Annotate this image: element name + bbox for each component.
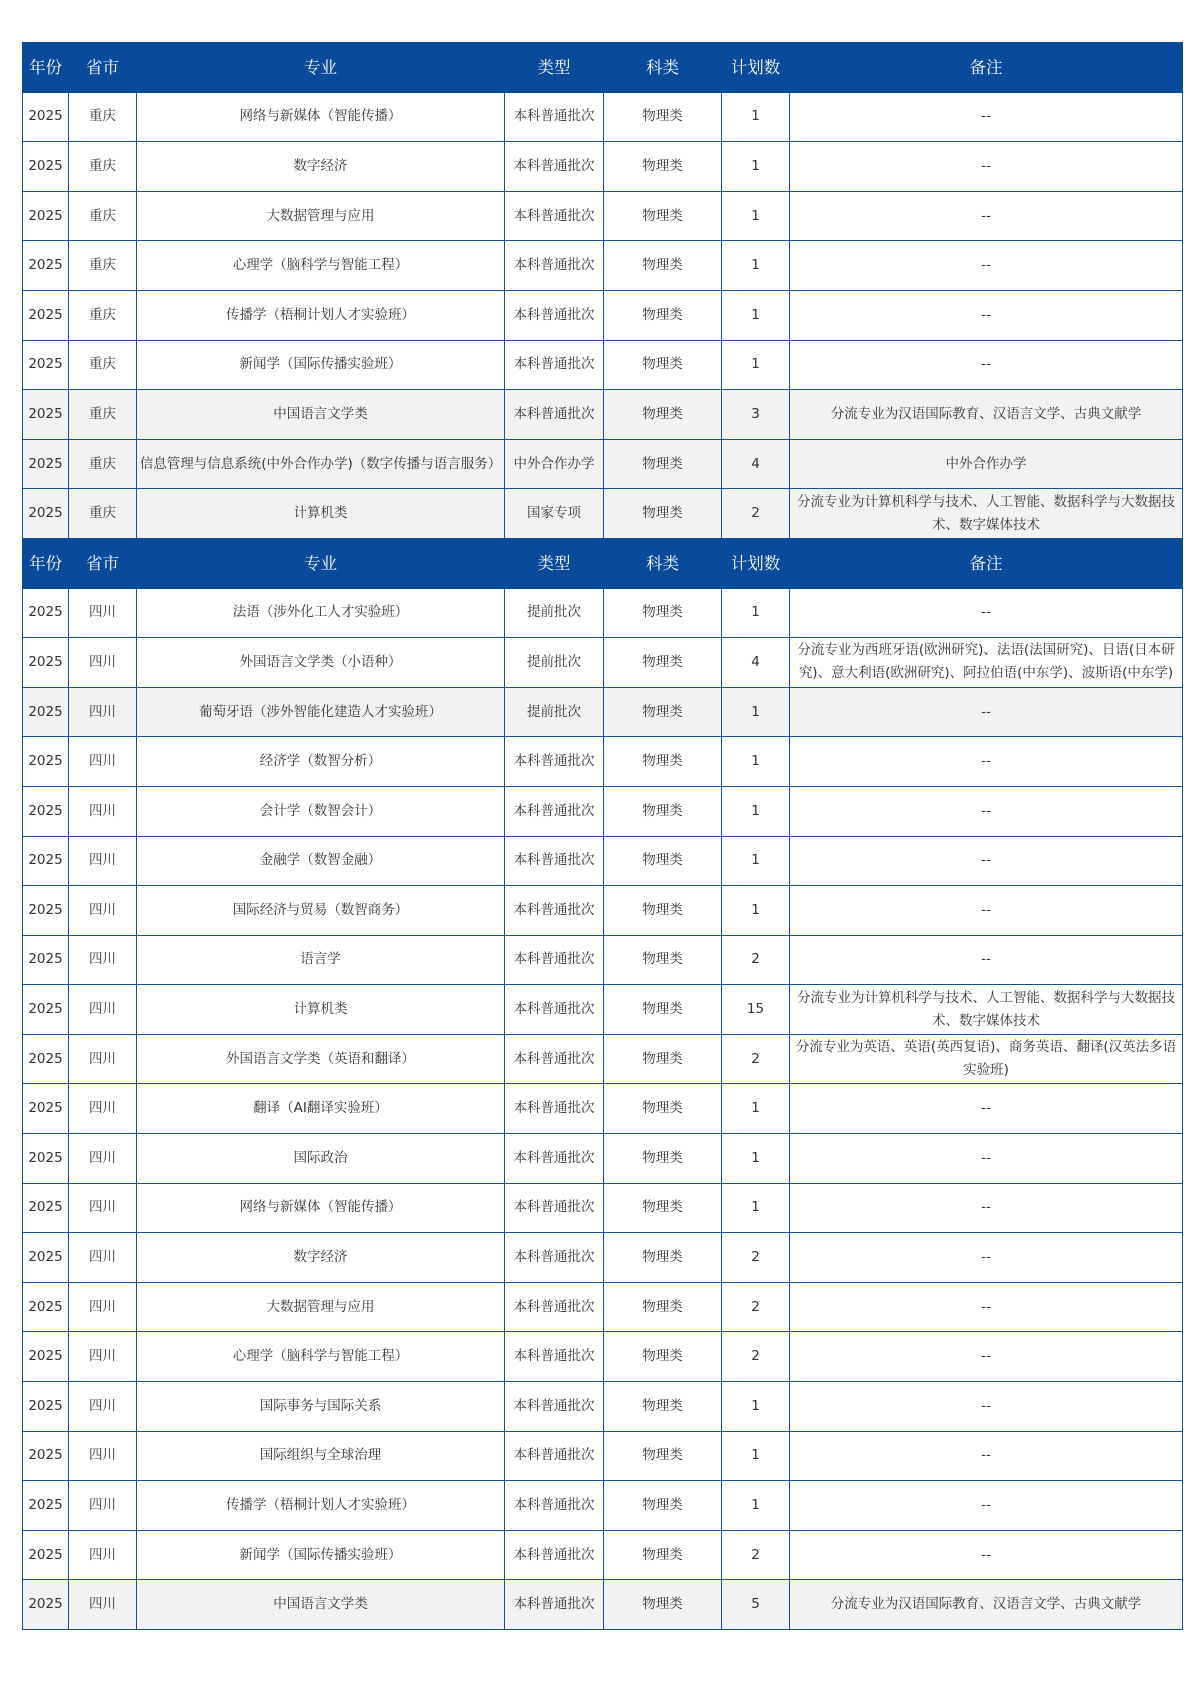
batch-cell: 本科普通批次 [505, 1134, 604, 1184]
major-cell: 法语（涉外化工人才实验班） [137, 588, 505, 638]
subject-category-cell: 物理类 [604, 439, 722, 489]
remark-cell: -- [790, 886, 1183, 936]
table-row [23, 786, 1183, 836]
plan-count-cell: 3 [722, 390, 790, 440]
batch-cell: 本科普通批次 [505, 886, 604, 936]
subject-category-cell: 物理类 [604, 638, 722, 688]
header-cell-batch: 类型 [505, 538, 604, 588]
province-cell: 四川 [69, 886, 137, 936]
remark-cell: -- [790, 92, 1183, 142]
batch-cell: 本科普通批次 [505, 737, 604, 787]
plan-count-cell: 2 [722, 1282, 790, 1332]
province-cell: 四川 [69, 1134, 137, 1184]
plan-count-cell: 1 [722, 886, 790, 936]
province-cell: 重庆 [69, 142, 137, 192]
year-cell: 2025 [23, 1431, 69, 1481]
year-cell: 2025 [23, 786, 69, 836]
subject-category-cell: 物理类 [604, 1134, 722, 1184]
batch-cell: 国家专项 [505, 489, 604, 539]
batch-cell: 本科普通批次 [505, 1481, 604, 1531]
major-cell: 新闻学（国际传播实验班） [137, 1530, 505, 1580]
year-cell: 2025 [23, 1530, 69, 1580]
batch-cell: 本科普通批次 [505, 935, 604, 985]
year-cell: 2025 [23, 1183, 69, 1233]
batch-cell: 本科普通批次 [505, 340, 604, 390]
batch-cell: 本科普通批次 [505, 290, 604, 340]
remark-cell: -- [790, 1530, 1183, 1580]
batch-cell: 本科普通批次 [505, 1431, 604, 1481]
province-cell: 四川 [69, 1183, 137, 1233]
subject-category-cell: 物理类 [604, 1431, 722, 1481]
batch-cell: 本科普通批次 [505, 786, 604, 836]
major-cell: 大数据管理与应用 [137, 191, 505, 241]
year-cell: 2025 [23, 191, 69, 241]
table-row [23, 439, 1183, 489]
remark-cell: -- [790, 1431, 1183, 1481]
plan-count-cell: 1 [722, 737, 790, 787]
year-cell: 2025 [23, 390, 69, 440]
province-cell: 重庆 [69, 489, 137, 539]
subject-category-cell: 物理类 [604, 935, 722, 985]
province-cell: 重庆 [69, 290, 137, 340]
province-cell: 重庆 [69, 439, 137, 489]
province-cell: 四川 [69, 1084, 137, 1134]
subject-category-cell: 物理类 [604, 489, 722, 539]
batch-cell: 本科普通批次 [505, 1580, 604, 1630]
subject-category-cell: 物理类 [604, 1332, 722, 1382]
subject-category-cell: 物理类 [604, 588, 722, 638]
header-cell-province: 省市 [69, 538, 137, 588]
plan-count-cell: 2 [722, 1233, 790, 1283]
year-cell: 2025 [23, 1332, 69, 1382]
year-cell: 2025 [23, 836, 69, 886]
batch-cell: 本科普通批次 [505, 1034, 604, 1084]
major-cell: 外国语言文学类（英语和翻译） [137, 1034, 505, 1084]
subject-category-cell: 物理类 [604, 1282, 722, 1332]
enrollment-plan-table [22, 42, 1183, 1630]
table-row [23, 1084, 1183, 1134]
major-cell: 国际经济与贸易（数智商务） [137, 886, 505, 936]
remark-cell: -- [790, 1481, 1183, 1531]
subject-category-cell: 物理类 [604, 786, 722, 836]
subject-category-cell: 物理类 [604, 290, 722, 340]
batch-cell: 本科普通批次 [505, 1084, 604, 1134]
province-cell: 四川 [69, 1382, 137, 1432]
plan-count-cell: 1 [722, 836, 790, 886]
plan-count-cell: 1 [722, 1084, 790, 1134]
subject-category-cell: 物理类 [604, 142, 722, 192]
table-row [23, 340, 1183, 390]
batch-cell: 本科普通批次 [505, 1233, 604, 1283]
province-cell: 四川 [69, 638, 137, 688]
year-cell: 2025 [23, 1034, 69, 1084]
remark-cell: -- [790, 241, 1183, 291]
remark-cell: -- [790, 290, 1183, 340]
table-row [23, 886, 1183, 936]
remark-cell: -- [790, 1382, 1183, 1432]
province-cell: 四川 [69, 1530, 137, 1580]
subject-category-cell: 物理类 [604, 985, 722, 1035]
major-cell: 网络与新媒体（智能传播） [137, 1183, 505, 1233]
province-cell: 四川 [69, 588, 137, 638]
batch-cell: 本科普通批次 [505, 1332, 604, 1382]
remark-cell: -- [790, 191, 1183, 241]
batch-cell: 本科普通批次 [505, 1183, 604, 1233]
major-cell: 传播学（梧桐计划人才实验班） [137, 1481, 505, 1531]
province-cell: 四川 [69, 1282, 137, 1332]
year-cell: 2025 [23, 1580, 69, 1630]
subject-category-cell: 物理类 [604, 886, 722, 936]
batch-cell: 本科普通批次 [505, 1382, 604, 1432]
subject-category-cell: 物理类 [604, 92, 722, 142]
batch-cell: 本科普通批次 [505, 390, 604, 440]
province-cell: 四川 [69, 737, 137, 787]
subject-category-cell: 物理类 [604, 836, 722, 886]
remark-cell: -- [790, 1233, 1183, 1283]
table-row [23, 1183, 1183, 1233]
major-cell: 传播学（梧桐计划人才实验班） [137, 290, 505, 340]
year-cell: 2025 [23, 985, 69, 1035]
table-row [23, 1530, 1183, 1580]
subject-category-cell: 物理类 [604, 390, 722, 440]
year-cell: 2025 [23, 340, 69, 390]
year-cell: 2025 [23, 1084, 69, 1134]
table-row [23, 1431, 1183, 1481]
table-row [23, 1134, 1183, 1184]
remark-cell: 分流专业为汉语国际教育、汉语言文学、古典文献学 [790, 390, 1183, 440]
plan-count-cell: 1 [722, 92, 790, 142]
province-cell: 重庆 [69, 340, 137, 390]
major-cell: 心理学（脑科学与智能工程） [137, 1332, 505, 1382]
year-cell: 2025 [23, 1382, 69, 1432]
table-row [23, 1481, 1183, 1531]
remark-cell: 分流专业为英语、英语(英西复语)、商务英语、翻译(汉英法多语实验班) [790, 1034, 1183, 1084]
table-header-row [23, 538, 1183, 588]
batch-cell: 本科普通批次 [505, 142, 604, 192]
subject-category-cell: 物理类 [604, 241, 722, 291]
header-cell-remark: 备注 [790, 538, 1183, 588]
plan-count-cell: 2 [722, 1034, 790, 1084]
province-cell: 四川 [69, 836, 137, 886]
remark-cell: -- [790, 1282, 1183, 1332]
plan-count-cell: 1 [722, 687, 790, 737]
table-row [23, 92, 1183, 142]
header-cell-province: 省市 [69, 43, 137, 93]
table-row [23, 638, 1183, 688]
header-cell-batch: 类型 [505, 43, 604, 93]
batch-cell: 本科普通批次 [505, 1530, 604, 1580]
province-cell: 四川 [69, 1233, 137, 1283]
subject-category-cell: 物理类 [604, 737, 722, 787]
batch-cell: 提前批次 [505, 638, 604, 688]
plan-count-cell: 1 [722, 1134, 790, 1184]
year-cell: 2025 [23, 142, 69, 192]
table-row [23, 241, 1183, 291]
major-cell: 金融学（数智金融） [137, 836, 505, 886]
major-cell: 新闻学（国际传播实验班） [137, 340, 505, 390]
year-cell: 2025 [23, 290, 69, 340]
table-header-row [23, 43, 1183, 93]
major-cell: 计算机类 [137, 985, 505, 1035]
major-cell: 外国语言文学类（小语种） [137, 638, 505, 688]
major-cell: 经济学（数智分析） [137, 737, 505, 787]
table-row [23, 191, 1183, 241]
header-cell-major: 专业 [137, 43, 505, 93]
table-row [23, 588, 1183, 638]
province-cell: 四川 [69, 1481, 137, 1531]
year-cell: 2025 [23, 241, 69, 291]
year-cell: 2025 [23, 92, 69, 142]
subject-category-cell: 物理类 [604, 1233, 722, 1283]
year-cell: 2025 [23, 935, 69, 985]
batch-cell: 中外合作办学 [505, 439, 604, 489]
plan-count-cell: 1 [722, 1382, 790, 1432]
province-cell: 四川 [69, 786, 137, 836]
plan-count-cell: 1 [722, 290, 790, 340]
year-cell: 2025 [23, 1233, 69, 1283]
subject-category-cell: 物理类 [604, 340, 722, 390]
year-cell: 2025 [23, 886, 69, 936]
plan-count-cell: 1 [722, 241, 790, 291]
subject-category-cell: 物理类 [604, 191, 722, 241]
plan-count-cell: 1 [722, 340, 790, 390]
plan-count-cell: 5 [722, 1580, 790, 1630]
remark-cell: -- [790, 687, 1183, 737]
major-cell: 国际组织与全球治理 [137, 1431, 505, 1481]
major-cell: 大数据管理与应用 [137, 1282, 505, 1332]
subject-category-cell: 物理类 [604, 1580, 722, 1630]
major-cell: 国际事务与国际关系 [137, 1382, 505, 1432]
province-cell: 四川 [69, 935, 137, 985]
major-cell: 中国语言文学类 [137, 390, 505, 440]
table-row [23, 737, 1183, 787]
batch-cell: 本科普通批次 [505, 191, 604, 241]
table-row [23, 1580, 1183, 1630]
header-cell-subject-category: 科类 [604, 43, 722, 93]
remark-cell: -- [790, 1134, 1183, 1184]
table-row [23, 290, 1183, 340]
header-cell-year: 年份 [23, 43, 69, 93]
major-cell: 计算机类 [137, 489, 505, 539]
remark-cell: 分流专业为西班牙语(欧洲研究)、法语(法国研究)、日语(日本研究)、意大利语(欧洲研究)、阿拉伯语(中东学)、波斯语(中东学) [790, 638, 1183, 688]
remark-cell: 分流专业为计算机科学与技术、人工智能、数据科学与大数据技术、数字媒体技术 [790, 489, 1183, 539]
major-cell: 语言学 [137, 935, 505, 985]
plan-count-cell: 4 [722, 638, 790, 688]
major-cell: 心理学（脑科学与智能工程） [137, 241, 505, 291]
major-cell: 中国语言文学类 [137, 1580, 505, 1630]
subject-category-cell: 物理类 [604, 1530, 722, 1580]
year-cell: 2025 [23, 489, 69, 539]
year-cell: 2025 [23, 687, 69, 737]
table-row [23, 489, 1183, 539]
batch-cell: 本科普通批次 [505, 241, 604, 291]
plan-count-cell: 1 [722, 588, 790, 638]
remark-cell: -- [790, 836, 1183, 886]
major-cell: 信息管理与信息系统(中外合作办学)（数字传播与语言服务） [137, 439, 505, 489]
header-cell-year: 年份 [23, 538, 69, 588]
plan-count-cell: 2 [722, 1530, 790, 1580]
subject-category-cell: 物理类 [604, 1183, 722, 1233]
table-row [23, 1282, 1183, 1332]
plan-count-cell: 15 [722, 985, 790, 1035]
batch-cell: 本科普通批次 [505, 985, 604, 1035]
plan-count-cell: 2 [722, 489, 790, 539]
province-cell: 四川 [69, 1034, 137, 1084]
plan-count-cell: 1 [722, 191, 790, 241]
remark-cell: -- [790, 1183, 1183, 1233]
remark-cell: -- [790, 142, 1183, 192]
header-cell-plan-count: 计划数 [722, 43, 790, 93]
province-cell: 四川 [69, 985, 137, 1035]
major-cell: 翻译（AI翻译实验班） [137, 1084, 505, 1134]
year-cell: 2025 [23, 1282, 69, 1332]
major-cell: 网络与新媒体（智能传播） [137, 92, 505, 142]
year-cell: 2025 [23, 1481, 69, 1531]
table-row [23, 1233, 1183, 1283]
province-cell: 四川 [69, 1332, 137, 1382]
province-cell: 重庆 [69, 241, 137, 291]
table-row [23, 1382, 1183, 1432]
header-cell-remark: 备注 [790, 43, 1183, 93]
province-cell: 重庆 [69, 390, 137, 440]
plan-count-cell: 4 [722, 439, 790, 489]
table-row [23, 390, 1183, 440]
batch-cell: 本科普通批次 [505, 836, 604, 886]
plan-count-cell: 1 [722, 142, 790, 192]
remark-cell: -- [790, 1332, 1183, 1382]
remark-cell: 分流专业为汉语国际教育、汉语言文学、古典文献学 [790, 1580, 1183, 1630]
plan-count-cell: 1 [722, 1431, 790, 1481]
year-cell: 2025 [23, 439, 69, 489]
province-cell: 重庆 [69, 191, 137, 241]
table-row [23, 985, 1183, 1035]
table-row [23, 142, 1183, 192]
subject-category-cell: 物理类 [604, 1084, 722, 1134]
major-cell: 会计学（数智会计） [137, 786, 505, 836]
year-cell: 2025 [23, 737, 69, 787]
table-row [23, 836, 1183, 886]
remark-cell: 分流专业为计算机科学与技术、人工智能、数据科学与大数据技术、数字媒体技术 [790, 985, 1183, 1035]
plan-count-cell: 2 [722, 1332, 790, 1382]
major-cell: 数字经济 [137, 142, 505, 192]
major-cell: 葡萄牙语（涉外智能化建造人才实验班） [137, 687, 505, 737]
remark-cell: -- [790, 935, 1183, 985]
header-cell-major: 专业 [137, 538, 505, 588]
table-row [23, 935, 1183, 985]
remark-cell: -- [790, 588, 1183, 638]
batch-cell: 提前批次 [505, 687, 604, 737]
plan-count-cell: 1 [722, 786, 790, 836]
province-cell: 四川 [69, 1580, 137, 1630]
subject-category-cell: 物理类 [604, 687, 722, 737]
province-cell: 四川 [69, 687, 137, 737]
subject-category-cell: 物理类 [604, 1034, 722, 1084]
remark-cell: 中外合作办学 [790, 439, 1183, 489]
header-cell-plan-count: 计划数 [722, 538, 790, 588]
year-cell: 2025 [23, 588, 69, 638]
subject-category-cell: 物理类 [604, 1481, 722, 1531]
subject-category-cell: 物理类 [604, 1382, 722, 1432]
table-row [23, 1034, 1183, 1084]
year-cell: 2025 [23, 1134, 69, 1184]
table-row [23, 1332, 1183, 1382]
major-cell: 国际政治 [137, 1134, 505, 1184]
remark-cell: -- [790, 1084, 1183, 1134]
province-cell: 四川 [69, 1431, 137, 1481]
table-row [23, 687, 1183, 737]
plan-count-cell: 2 [722, 935, 790, 985]
year-cell: 2025 [23, 638, 69, 688]
major-cell: 数字经济 [137, 1233, 505, 1283]
table-body [23, 43, 1183, 1630]
header-cell-subject-category: 科类 [604, 538, 722, 588]
remark-cell: -- [790, 737, 1183, 787]
plan-count-cell: 1 [722, 1481, 790, 1531]
plan-count-cell: 1 [722, 1183, 790, 1233]
remark-cell: -- [790, 786, 1183, 836]
remark-cell: -- [790, 340, 1183, 390]
batch-cell: 本科普通批次 [505, 1282, 604, 1332]
province-cell: 重庆 [69, 92, 137, 142]
batch-cell: 本科普通批次 [505, 92, 604, 142]
batch-cell: 提前批次 [505, 588, 604, 638]
